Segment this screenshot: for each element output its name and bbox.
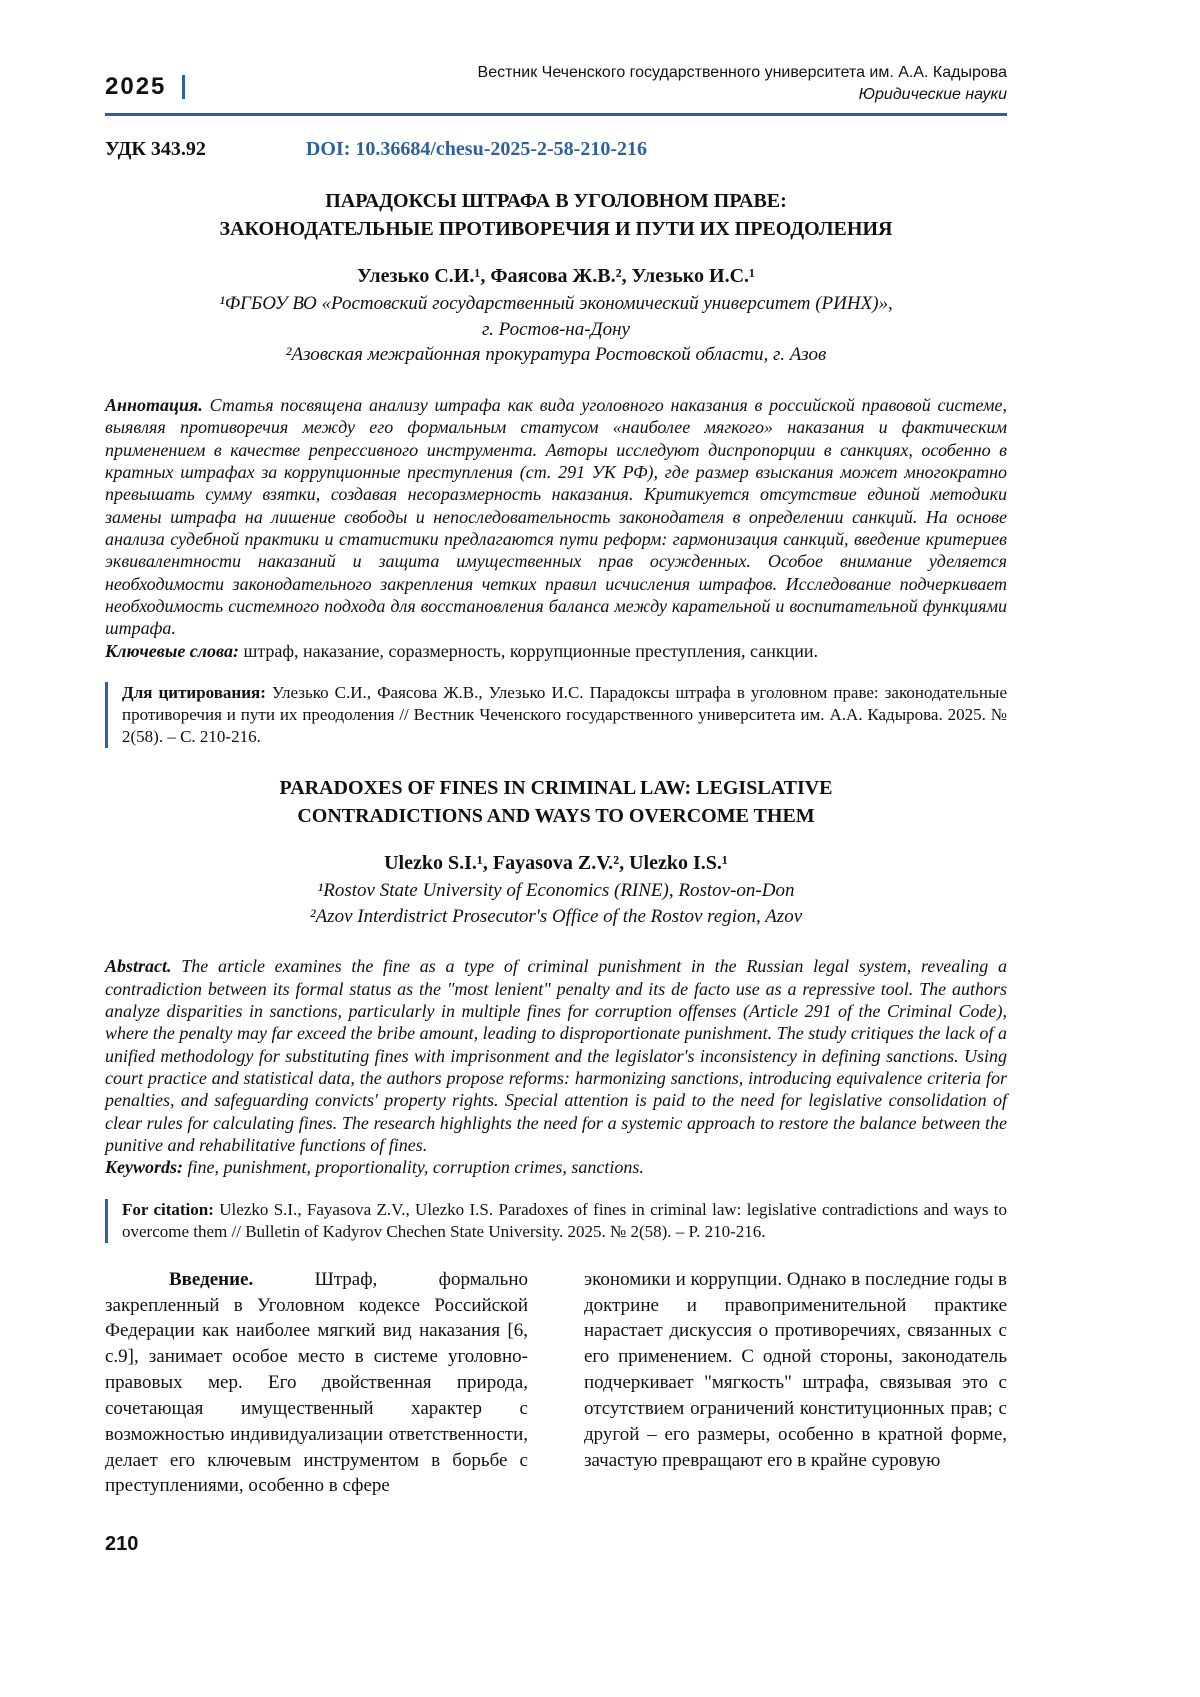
keywords-text-en: fine, punishment, proportionality, corruption crimes, sanctions. xyxy=(187,1157,644,1178)
keywords-ru xyxy=(105,640,1007,662)
body-left-text: Штраф, формально закрепленный в Уголовном кодексе Российской Федерации как наиболее мягкий вид наказания [6, с.9], занимает особое место в системе уголовно-правовых мер. Его двойственная природа, сочетающая имущественный характер с возможностью индивидуализации ответственности, делает его ключевым инструментом в борьбе с преступлениями, особенно в сфере xyxy=(105,1268,528,1497)
keywords-label-ru: Ключевые слова: xyxy=(105,640,239,661)
citation-text-en: Ulezko S.I., Fayasova Z.V., Ulezko I.S. Paradoxes of fines in criminal law: legislative contradictions and ways to overcome them // Bulletin of Kadyrov Chechen State University. 2025. № 2(58). – P. 210-216. xyxy=(122,1199,1008,1241)
journal-section: Юридические науки xyxy=(858,85,1007,103)
article-title-ru: ПАРАДОКСЫ ШТРАФА В УГОЛОВНОМ ПРАВЕ: ЗАКОНОДАТЕЛЬНЫЕ ПРОТИВОРЕЧИЯ И ПУТИ ИХ ПРЕОДОЛЕНИЯ xyxy=(219,190,893,241)
affiliations-ru: ¹ФГБОУ ВО «Ростовский государственный экономический университет (РИНХ)», г. Ростов-на-Дону ²Азовская межрайонная прокуратура Ростовской области, г. Азов xyxy=(219,293,893,366)
year-label: 2025 xyxy=(105,73,167,101)
doi-text: DOI: 10.36684/chesu-2025-2-58-210-216 xyxy=(305,138,648,161)
citation-label-en: For citation: xyxy=(122,1199,214,1219)
article-body xyxy=(105,1267,1007,1499)
page-number: 210 xyxy=(105,1533,139,1556)
affiliations-en: ¹Rostov State University of Economics (RINE), Rostov-on-Don ²Azov Interdistrict Prosecutor's Office of the Rostov region, Azov xyxy=(309,880,803,927)
keywords-label-en: Keywords: xyxy=(105,1157,183,1178)
citation-block-ru xyxy=(105,682,1007,748)
abstract-ru xyxy=(105,394,1007,639)
authors-ru: Улезько С.И.¹, Фаясова Ж.В.², Улезько И.С.¹ xyxy=(356,265,756,288)
year-block xyxy=(105,73,185,105)
year-divider-bar xyxy=(182,75,185,99)
abstract-label-en: Abstract. xyxy=(105,956,172,977)
meta-line xyxy=(105,138,1007,161)
udk-number: УДК 343.92 xyxy=(105,138,206,161)
intro-heading: Введение. xyxy=(169,1268,254,1290)
keywords-text-ru: штраф, наказание, соразмерность, коррупционные преступления, санкции. xyxy=(243,640,819,661)
article-title-en: PARADOXES OF FINES IN CRIMINAL LAW: LEGISLATIVE CONTRADICTIONS AND WAYS TO OVERCOME THEM xyxy=(279,777,833,828)
abstract-text-ru: Статья посвящена анализу штрафа как вида уголовного наказания в российской правовой системе, выявляя противоречия между его формальным статусом «наиболее мягкого» наказания и фактическим применением в качестве репрессивного инструмента. Авторы исследуют диспропорции в санкциях, особенно в кратных штрафах за коррупционные преступления (ст. 291 УК РФ), где размер взыскания может многократно превышать сумму взятки, создавая несоразмерность наказания. Критикуется отсутствие единой методики замены штрафа на лишение свободы и непоследовательность законодателя в определении санкций. На основе анализа судебной практики и статистики предлагаются пути реформ: гармонизация санкций, введение критериев эквивалентности наказаний и защита имущественных прав осужденных. Особое внимание уделяется необходимости законодательного закрепления четких правил исчисления штрафов. Исследование подчеркивает необходимость системного подхода для восстановления баланса между карательной и воспитательной функциями штрафа. xyxy=(105,395,1007,639)
journal-title-block xyxy=(478,62,1007,105)
page-header xyxy=(105,62,1007,105)
abstract-label-ru: Аннотация. xyxy=(105,395,203,416)
citation-label-ru: Для цитирования: xyxy=(122,682,266,702)
journal-title: Вестник Чеченского государственного университета им. А.А. Кадырова xyxy=(477,64,1007,81)
keywords-en xyxy=(105,1156,1007,1178)
header-rule xyxy=(105,113,1007,116)
authors-en: Ulezko S.I.¹, Fayasova Z.V.², Ulezko I.S.¹ xyxy=(384,852,728,875)
abstract-en xyxy=(105,955,1007,1156)
body-column-right: экономики и коррупции. Однако в последние годы в доктрине и правоприменительной практике нарастает дискуссия о противоречиях, связанных с его применением. С одной стороны, законодатель подчеркивает "мягкость" штрафа, связывая это с отсутствием ограничений конституционных прав; с другой – его размеры, особенно в кратной форме, зачастую превращают его в крайне суровую xyxy=(584,1268,1007,1471)
citation-block-en xyxy=(105,1199,1007,1243)
citation-text-ru: Улезько С.И., Фаясова Ж.В., Улезько И.С. Парадоксы штрафа в уголовном праве: законодательные противоречия и пути их преодоления // Вестник Чеченского государственного университета им. А.А. Кадырова. 2025. № 2(58). – С. 210-216. xyxy=(122,682,1007,747)
body-column-left xyxy=(105,1267,528,1499)
abstract-text-en: The article examines the fine as a type of criminal punishment in the Russian legal system, revealing a contradiction between its formal status as the "most lenient" penalty and its de facto use as a repressive tool. The authors analyze disparities in sanctions, particularly in multiple fines for corruption offenses (Article 291 of the Criminal Code), where the penalty may far exceed the bribe amount, leading to disproportionate punishment. The study critiques the lack of a unified methodology for substituting fines with imprisonment and the legislator's inconsistency in defining sanctions. Using court practice and statistical data, the authors propose reforms: harmonizing sanctions, introducing equivalence criteria for penalties, and safeguarding convicts' property rights. Special attention is paid to the need for legislative consolidation of clear rules for calculating fines. The research highlights the need for a systemic approach to restore the balance between the punitive and rehabilitative functions of fines. xyxy=(105,956,1008,1155)
